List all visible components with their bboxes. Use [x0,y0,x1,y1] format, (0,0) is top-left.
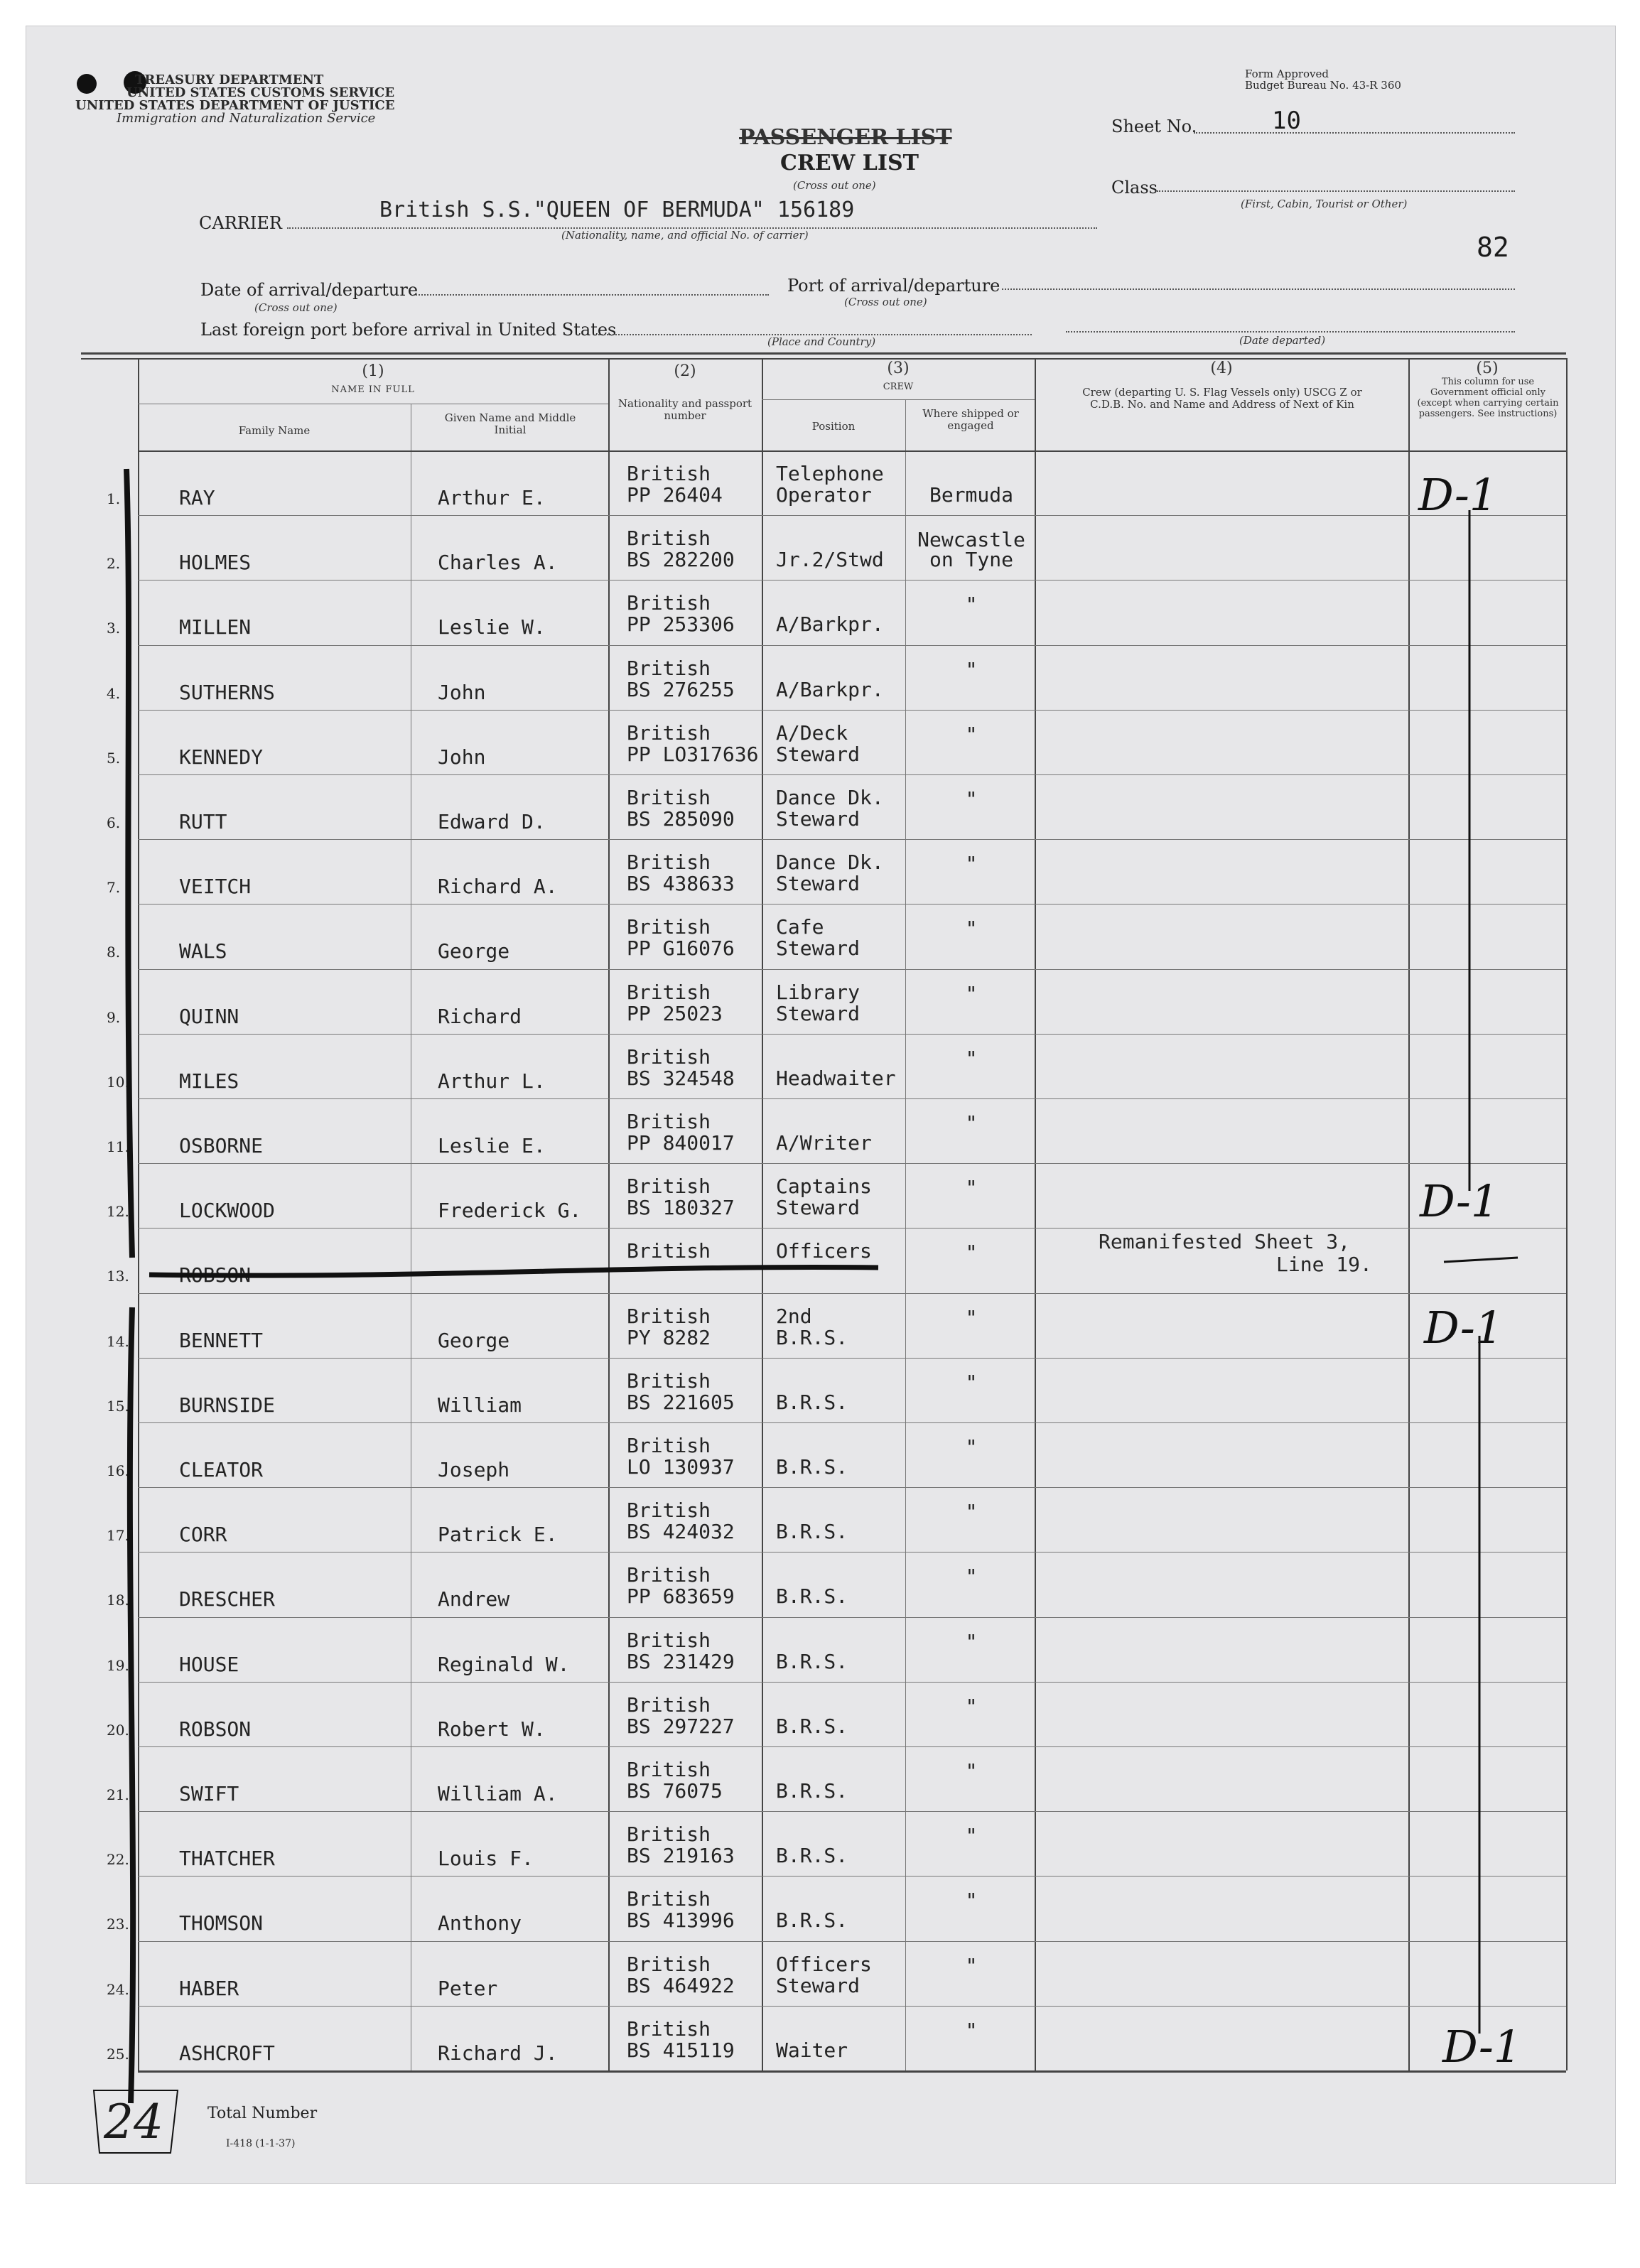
passport-number: BS 424032 [627,1520,735,1544]
position-line-1: Officers [776,1952,872,1976]
handwritten-mark: D-1 [1442,2021,1522,2073]
nationality: British [627,2016,711,2041]
date-label: Date of arrival/departure [200,280,419,300]
position-line-1: Officers [776,1239,872,1263]
given-name: George [438,1328,510,1352]
col5-number: (5) [1476,360,1499,377]
nationality: British [627,850,711,875]
nationality: British [627,1952,711,1976]
given-name: George [438,939,510,963]
row-number: 8. [107,944,121,961]
nationality: British [627,1368,711,1393]
position-line-2: Steward [776,1196,861,1220]
row-number: 23. [107,1916,129,1933]
col1b-header: Given Name and Middle Initial [444,411,576,436]
strike-line [149,1267,878,1275]
row-number: 2. [107,555,121,573]
where-shipped-line-1: " [965,657,978,681]
position-line-2: B.R.S. [776,1844,848,1868]
passport-number: PP LO317636 [627,742,759,766]
where-shipped-line-1: " [965,1046,978,1070]
given-name: Richard [438,1004,522,1028]
carrier-hint: (Nationality, name, and official No. of carrier) [561,229,809,242]
family-name: RUTT [179,810,227,833]
budget-bureau-line: Budget Bureau No. 43-R 360 [1245,79,1401,92]
col1a-header: Family Name [238,424,311,437]
where-shipped-line-1: " [965,852,978,876]
row-number: 16. [107,1462,129,1479]
row-number: 4. [107,684,121,702]
where-shipped-line-1: " [965,1176,978,1200]
position-line-2: Operator [776,483,872,507]
position-line-2: Headwaiter [776,1066,896,1090]
where-shipped-line-1: " [965,1370,978,1394]
given-name: Leslie W. [438,615,546,639]
nationality: British [627,462,711,485]
passport-number: BS 297227 [627,1714,735,1738]
sheet-label: Sheet No. [1111,117,1197,136]
nationality: British [627,1822,711,1847]
date-hint: (Cross out one) [254,301,338,314]
given-name: Arthur E. [438,486,546,509]
position-line-2: Steward [776,872,861,896]
family-name: HOUSE [179,1652,239,1676]
where-shipped-line-1: " [965,1565,978,1589]
position-line-1: Library [776,980,861,1004]
given-name: Richard A. [438,875,558,899]
given-name: Reginald W. [438,1652,570,1676]
family-name: HOLMES [179,551,252,575]
nationality: British [627,915,711,939]
position-line-1: Telephone [776,462,884,485]
passport-number: BS 180327 [627,1196,735,1220]
row-number: 10. [107,1073,129,1091]
where-shipped-line-1: " [965,787,978,811]
given-name: Charles A. [438,551,558,575]
port-hint: (Cross out one) [844,296,927,308]
row-number: 20. [107,1721,129,1739]
position-line-2: B.R.S. [776,1908,848,1933]
position-line-1: A/Deck [776,720,848,745]
given-name: Edward D. [438,810,546,833]
position-line-2: Steward [776,1973,861,1997]
position-line-2: B.R.S. [776,1584,848,1609]
position-line-2: Steward [776,936,861,961]
where-shipped-line-1: " [965,1694,978,1718]
family-name: QUINN [179,1004,239,1028]
position-line-2: B.R.S. [776,1649,848,1673]
position-line-2: B.R.S. [776,1390,848,1414]
remanifested-line-1: Remanifested Sheet 3, [1099,1230,1351,1253]
nationality: British [627,1174,711,1199]
passport-number: PP G16076 [627,936,735,961]
passport-number: BS 76075 [627,1779,723,1803]
family-name: MILLEN [179,615,252,639]
row-number: 22. [107,1851,129,1869]
passport-number: BS 282200 [627,548,735,572]
family-name: CLEATOR [179,1458,264,1481]
where-shipped-line-1: " [965,1629,978,1653]
row-number: 12. [107,1203,129,1221]
given-name: Anthony [438,1911,522,1935]
agency-line-3: UNITED STATES DEPARTMENT OF JUSTICE [75,98,395,113]
last-port-label: Last foreign port before arrival in United States [200,320,617,340]
family-name: BENNETT [179,1328,264,1352]
nationality: British [627,1304,711,1328]
family-name: VEITCH [179,875,252,899]
position-line-2: Steward [776,1001,861,1025]
total-label: Total Number [207,2105,318,2122]
place-hint: (Place and Country) [767,335,876,348]
sheet-number: 10 [1272,107,1301,135]
agency-line-4: Immigration and Naturalization Service [117,111,376,126]
where-shipped-line-1: " [965,2018,978,2042]
family-name: BURNSIDE [179,1393,275,1417]
row-number: 5. [107,749,121,767]
row-number: 1. [107,490,121,507]
position-line-1: Captains [776,1174,872,1199]
family-name: OSBORNE [179,1134,264,1157]
family-name: LOCKWOOD [179,1199,275,1223]
given-name: William A. [438,1782,558,1805]
family-name: ASHCROFT [179,2041,275,2065]
bracket-line [130,1307,133,2103]
given-name: William [438,1393,522,1417]
row-number: 3. [107,620,121,637]
handwritten-mark: D-1 [1418,469,1498,521]
row-number: 18. [107,1592,129,1609]
struck-title: PASSENGER LIST [739,125,952,150]
class-hint: (First, Cabin, Tourist or Other) [1241,198,1408,210]
where-shipped-line-1: " [965,917,978,941]
col3a-header: Position [811,420,856,433]
family-name: CORR [179,1523,227,1547]
given-name: John [438,680,486,704]
position-line-1: Dance Dk. [776,850,884,875]
nationality: British [627,1110,711,1133]
position-line-2: B.R.S. [776,1325,848,1349]
agency-line-2: UNITED STATES CUSTOMS SERVICE [126,85,395,100]
row-number: 25. [107,2045,129,2063]
given-name: John [438,745,486,769]
where-shipped-line-1: " [965,1824,978,1848]
date-departed-hint: (Date departed) [1239,334,1326,347]
family-name: MILES [179,1069,239,1093]
class-label: Class [1111,178,1158,198]
row-number: 6. [107,814,121,831]
family-name: WALS [179,939,227,963]
given-name: Arthur L. [438,1069,546,1093]
row-number: 7. [107,879,121,897]
remanifested-line-2: Line 19. [1276,1253,1372,1276]
row-number: 19. [107,1656,129,1674]
where-shipped-line-1: " [965,1953,978,1977]
nationality: British [627,1887,711,1911]
passport-number: BS 464922 [627,1973,735,1997]
row-number: 21. [107,1786,129,1803]
nationality: British [627,1498,711,1523]
where-shipped-line-1: " [965,1500,978,1524]
where-shipped-line-1: " [965,1111,978,1135]
document-title: CREW LIST [780,151,919,176]
row-number: 24. [107,1980,129,1998]
dash-mark [1444,1258,1518,1262]
passport-number: BS 231429 [627,1649,735,1673]
nationality: British [627,980,711,1004]
position-line-2: B.R.S. [776,1714,848,1738]
nationality: British [627,786,711,809]
row-number: 17. [107,1527,129,1545]
position-line-2: Jr.2/Stwd [776,548,884,572]
given-name: Frederick G. [438,1199,582,1223]
nationality: British [627,526,711,551]
row-number: 13. [107,1268,129,1285]
where-shipped-line-1: " [965,981,978,1005]
nationality: British [627,720,711,745]
given-name: Joseph [438,1458,510,1481]
where-shipped-line-1: " [965,1241,978,1265]
passport-number: PP 683659 [627,1584,735,1609]
position-line-2: Steward [776,742,861,766]
passport-number: BS 276255 [627,677,735,701]
passport-number: BS 438633 [627,872,735,896]
where-shipped-line-2: on Tyne [929,548,1013,572]
given-name: Leslie E. [438,1134,546,1157]
position-line-2: Waiter [776,2038,848,2062]
nationality: British [627,1628,711,1652]
position-line-2: B.R.S. [776,1520,848,1544]
total-count: 24 [104,2095,163,2149]
position-line-2: B.R.S. [776,1779,848,1803]
where-shipped-line-1: " [965,722,978,746]
where-shipped-line-1: " [965,1759,978,1783]
nationality: British [627,1563,711,1587]
title-hint: (Cross out one) [793,179,876,192]
given-name: Louis F. [438,1847,534,1871]
remanifested-note [1099,1231,1372,1276]
passport-number: BS 221605 [627,1390,735,1414]
col5-header: This column for use Government official only (except when carrying certain passengers. See instructions) [1417,377,1559,419]
col3-number: (3) [887,360,910,377]
given-name: Robert W. [438,1717,546,1741]
given-name: Peter [438,1976,498,2000]
family-name: DRESCHER [179,1587,275,1611]
where-shipped-line-1: " [965,1889,978,1913]
handwritten-mark: D-1 [1420,1175,1499,1227]
nationality: British [627,1758,711,1781]
carrier-label: CARRIER [199,213,282,233]
handwritten-mark: D-1 [1424,1302,1504,1354]
nationality: British [627,1692,711,1717]
family-name: THOMSON [179,1911,264,1935]
row-number: 15. [107,1397,129,1415]
family-name: HABER [179,1976,239,2000]
carrier-value: British S.S."QUEEN OF BERMUDA" 156189 [379,198,855,222]
position-line-2: A/Barkpr. [776,612,884,637]
col2-header: Nationality and passport number [617,397,752,422]
passport-number: BS 413996 [627,1908,735,1933]
where-shipped-line-1: " [965,593,978,617]
nationality: British [627,591,711,615]
form-code: I-418 (1-1-37) [226,2138,296,2149]
passport-number: PP 26404 [627,483,723,507]
row-number: 14. [107,1332,129,1350]
position-line-1: Cafe [776,915,824,939]
nationality: British [627,1239,711,1263]
col3-title: CREW [883,382,914,392]
position-line-1: Dance Dk. [776,786,884,809]
passport-number: PP 253306 [627,612,735,637]
where-shipped-line-2: Bermuda [929,483,1013,507]
form-approved-line: Form Approved [1245,68,1329,80]
passport-number: BS 219163 [627,1844,735,1868]
position-line-2: A/Barkpr. [776,677,884,701]
passport-number: BS 324548 [627,1066,735,1090]
col1-number: (1) [362,362,384,380]
nationality: British [627,656,711,680]
nationality: British [627,1044,711,1069]
position-line-1: 2nd [776,1304,812,1328]
col3b-header: Where shipped or engaged [922,407,1019,432]
position-line-2: B.R.S. [776,1455,848,1479]
where-shipped-line-1: " [965,1435,978,1459]
family-name: RAY [179,486,215,509]
given-name: Patrick E. [438,1523,558,1547]
family-name: KENNEDY [179,745,264,769]
family-name: SWIFT [179,1782,239,1805]
passport-number: BS 415119 [627,2038,735,2062]
passport-number: PP 25023 [627,1001,723,1025]
port-label: Port of arrival/departure [787,276,1000,296]
family-name: THATCHER [179,1847,275,1871]
row-number: 9. [107,1008,121,1026]
given-name: Richard J. [438,2041,558,2065]
passport-number: BS 285090 [627,807,735,831]
nationality: British [627,1434,711,1457]
family-name: ROBSON [179,1717,252,1741]
passport-number: LO 130937 [627,1455,735,1479]
given-name: Andrew [438,1587,510,1611]
family-name: SUTHERNS [179,680,275,704]
col2-number: (2) [674,362,696,380]
bracket-line [126,469,132,1258]
passport-number: PY 8282 [627,1325,711,1349]
where-shipped-line-1: Newcastle [917,528,1025,552]
agency-line-1: TREASURY DEPARTMENT [135,72,324,87]
passport-number: PP 840017 [627,1131,735,1155]
where-shipped-line-1: " [965,1305,978,1329]
col1-title: NAME IN FULL [331,384,415,395]
position-line-2: A/Writer [776,1131,872,1155]
page-number: 82 [1477,232,1509,263]
row-number: 11. [107,1138,129,1155]
col4-number: (4) [1210,360,1233,377]
col4-header: Crew (departing U. S. Flag Vessels only) USCG Z or C.D.B. No. and Name and Address of Next of Kin [1082,386,1362,411]
position-line-2: Steward [776,807,861,831]
family-name: ROBSON [179,1263,252,1287]
